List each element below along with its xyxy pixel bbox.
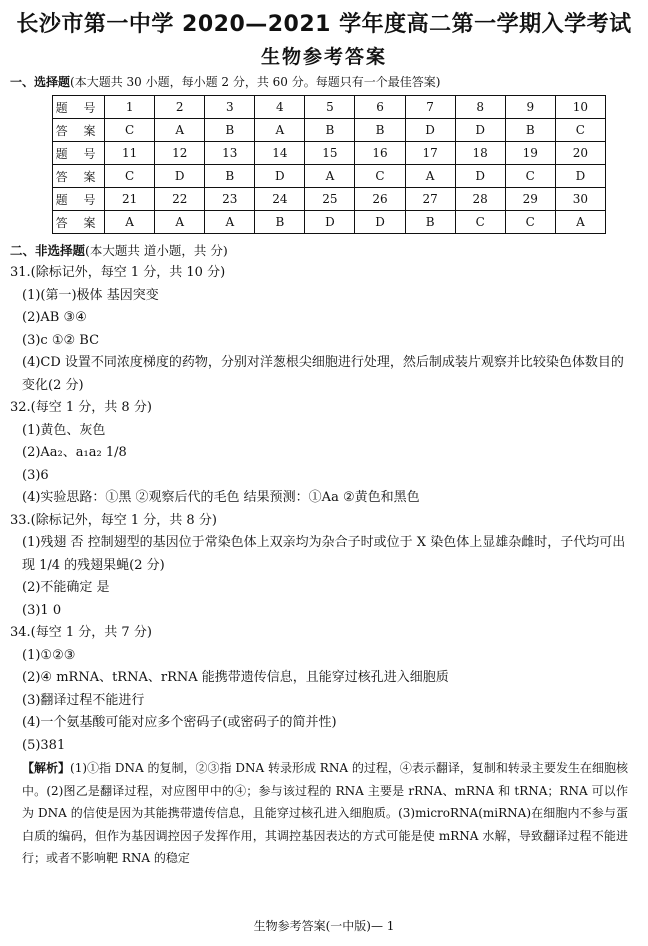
- answer-cell: C: [455, 211, 505, 234]
- page-subtitle: 生物参考答案: [260, 46, 387, 68]
- page-title: 长沙市第一中学 2020—2021 学年度高二第一学期入学考试: [16, 12, 632, 37]
- question-number-cell: 5: [305, 96, 355, 119]
- answer-cell: C: [105, 119, 155, 142]
- section1-note: (本大题共 30 小题，每小题 2 分，共 60 分。每题只有一个最佳答案): [70, 75, 441, 89]
- answer-line: (3)6: [22, 467, 49, 483]
- question-number-cell: 26: [355, 188, 405, 211]
- answer-row-label: 答 案: [53, 119, 105, 142]
- answer-row-label: 答 案: [53, 165, 105, 188]
- question-number-cell: 9: [505, 96, 555, 119]
- question-number-cell: 22: [155, 188, 205, 211]
- page-footer: 生物参考答案(一中版)— 1: [253, 919, 395, 933]
- answer-line: (3)1 0: [22, 602, 62, 618]
- answer-line: (2)AB ③④: [22, 310, 87, 325]
- question-number-cell: 7: [405, 96, 455, 119]
- question-number-cell: 27: [405, 188, 455, 211]
- question-heading: 32.(每空 1 分，共 8 分): [10, 400, 152, 415]
- answer-line: (4)CD 设置不同浓度梯度的药物，分别对洋葱根尖细胞进行处理，然后制成装片观察并比较染色体数目的变化(2 分): [22, 355, 624, 393]
- question-heading: 34.(每空 1 分，共 7 分): [10, 625, 152, 640]
- answer-cell: C: [555, 119, 605, 142]
- question-number-cell: 2: [155, 96, 205, 119]
- number-row-label: 题 号: [53, 96, 105, 119]
- question-number-cell: 30: [555, 188, 605, 211]
- answer-cell: A: [305, 165, 355, 188]
- number-row: [53, 96, 606, 119]
- answer-cell: A: [555, 211, 605, 234]
- answer-cell: D: [255, 165, 305, 188]
- question-number-cell: 25: [305, 188, 355, 211]
- section-multiple-choice: [10, 73, 638, 91]
- answer-line: (1)残翅 否 控制翅型的基因位于常染色体上双亲均为杂合子时或位于 X 染色体上显雄杂雌时，子代均可出现 1/4 的残翅果蝇(2 分): [22, 535, 626, 573]
- section-free-response-heading: [10, 240, 638, 262]
- answer-line: (2)④ mRNA、tRNA、rRNA 能携带遗传信息，且能穿过核孔进入细胞质: [22, 670, 449, 685]
- question-number-cell: 24: [255, 188, 305, 211]
- answer-cell: B: [255, 211, 305, 234]
- answer-cell: C: [105, 165, 155, 188]
- answer-table: [52, 95, 606, 234]
- question-number-cell: 14: [255, 142, 305, 165]
- answer-cell: D: [305, 211, 355, 234]
- answer-line: (3)翻译过程不能进行: [22, 692, 145, 708]
- question-number-cell: 1: [105, 96, 155, 119]
- question-number-cell: 21: [105, 188, 155, 211]
- answer-cell: B: [355, 119, 405, 142]
- number-row-label: 题 号: [53, 188, 105, 211]
- answer-cell: B: [405, 211, 455, 234]
- answer-cell: B: [205, 165, 255, 188]
- question-number-cell: 6: [355, 96, 405, 119]
- answer-line: (4)实验思路：①黑 ②观察后代的毛色 结果预测：①Aa ②黄色和黑色: [22, 490, 420, 505]
- free-response-questions: [10, 262, 638, 757]
- answer-cell: B: [305, 119, 355, 142]
- question-number-cell: 11: [105, 142, 155, 165]
- answer-cell: C: [505, 211, 555, 234]
- answer-row-label: 答 案: [53, 211, 105, 234]
- answer-line: (1)(第一)极体 基因突变: [22, 287, 159, 303]
- answer-cell: B: [505, 119, 555, 142]
- answer-cell: A: [205, 211, 255, 234]
- question-number-cell: 3: [205, 96, 255, 119]
- answer-cell: D: [155, 165, 205, 188]
- answer-cell: D: [405, 119, 455, 142]
- question-number-cell: 29: [505, 188, 555, 211]
- question-number-cell: 23: [205, 188, 255, 211]
- answer-line: (2)Aa₂、a₁a₂ 1/8: [22, 445, 127, 460]
- answer-line: (2)不能确定 是: [22, 580, 110, 595]
- answer-line: (1)黄色、灰色: [22, 422, 106, 438]
- answer-line: (1)①②③: [22, 647, 76, 663]
- answer-row: [53, 119, 606, 142]
- answer-row: [53, 165, 606, 188]
- section2-heading: 二、非选择题: [10, 243, 86, 258]
- section1-heading: 一、选择题: [10, 75, 71, 89]
- question-number-cell: 28: [455, 188, 505, 211]
- question-number-cell: 4: [255, 96, 305, 119]
- question-heading: 31.(除标记外，每空 1 分，共 10 分): [10, 265, 226, 280]
- answer-cell: D: [555, 165, 605, 188]
- answer-cell: A: [255, 119, 305, 142]
- number-row-label: 题 号: [53, 142, 105, 165]
- answer-line: (5)381: [22, 737, 66, 753]
- question-number-cell: 16: [355, 142, 405, 165]
- answer-cell: C: [505, 165, 555, 188]
- answer-cell: C: [355, 165, 405, 188]
- section2-note: (本大题共 道小题，共 分): [85, 243, 228, 258]
- number-row: [53, 188, 606, 211]
- analysis-text: (1)①指 DNA 的复制，②③指 DNA 转录形成 RNA 的过程，④表示翻译，复制和转录主要发生在细胞核中。(2)图乙是翻译过程，对应图甲中的④；参与该过程的 RNA 主要是 rRNA、mRNA 和 tRNA；RNA 可以作为 DNA 的信使是因为其能携带遗传信息，且能穿过核孔进入细胞质。(3)microRNA(miRNA)在细胞内不参与蛋白质的编码，但作为基因调控因子发挥作用，其调控基因表达的方式可能是使 mRNA 水解，导致翻译过程不能进行；或者不影响靶 RNA 的稳定: [22, 761, 628, 865]
- question-number-cell: 8: [455, 96, 505, 119]
- question-heading: 33.(除标记外，每空 1 分，共 8 分): [10, 512, 217, 528]
- question-number-cell: 12: [155, 142, 205, 165]
- question-number-cell: 18: [455, 142, 505, 165]
- question-number-cell: 20: [555, 142, 605, 165]
- number-row: [53, 142, 606, 165]
- answer-cell: D: [355, 211, 405, 234]
- answer-line: (4)一个氨基酸可能对应多个密码子(或密码子的简并性): [22, 715, 337, 730]
- answer-line: (3)c ①② BC: [22, 332, 100, 348]
- question-number-cell: 13: [205, 142, 255, 165]
- question-number-cell: 17: [405, 142, 455, 165]
- question-number-cell: 15: [305, 142, 355, 165]
- analysis-label: 【解析】: [22, 761, 71, 775]
- question-number-cell: 19: [505, 142, 555, 165]
- answer-row: [53, 211, 606, 234]
- answer-cell: A: [155, 119, 205, 142]
- answer-cell: D: [455, 165, 505, 188]
- answer-cell: A: [405, 165, 455, 188]
- question-number-cell: 10: [555, 96, 605, 119]
- answer-cell: A: [155, 211, 205, 234]
- analysis-paragraph: [10, 757, 638, 870]
- answer-cell: A: [105, 211, 155, 234]
- answer-cell: B: [205, 119, 255, 142]
- answer-cell: D: [455, 119, 505, 142]
